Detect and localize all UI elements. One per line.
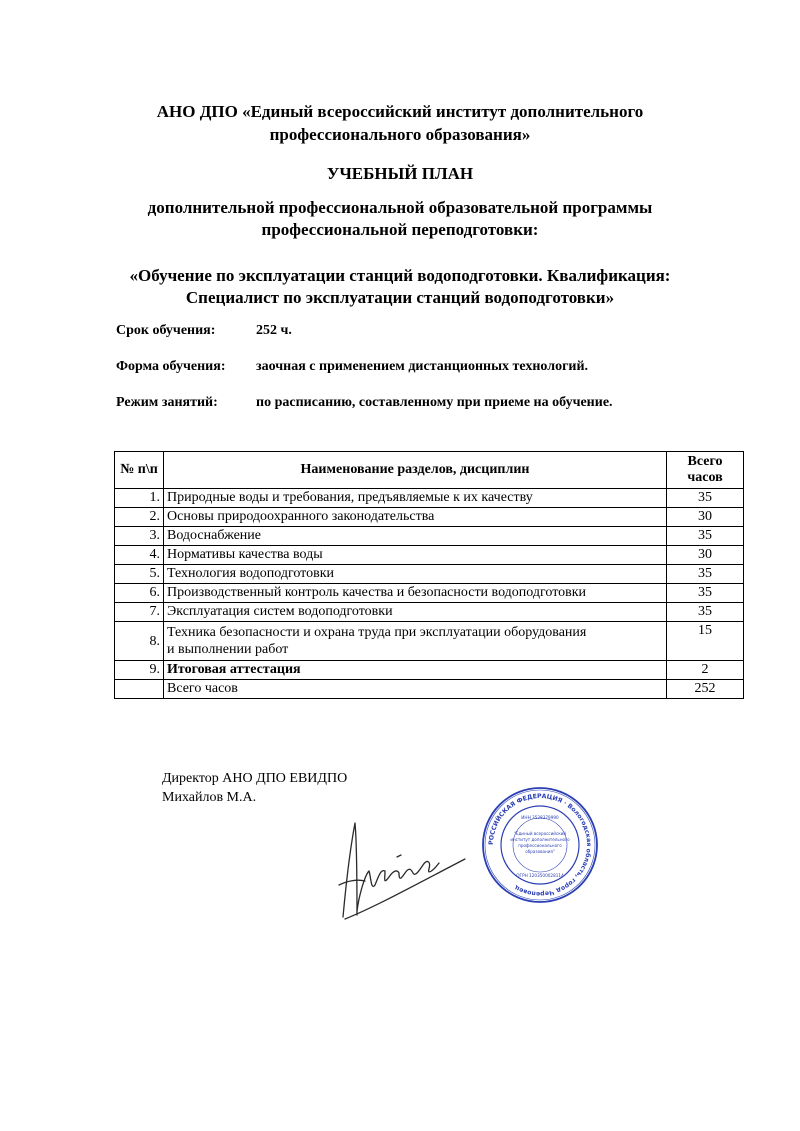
meta-term — [116, 323, 292, 339]
svg-text:профессионального: профессионального — [518, 843, 562, 848]
table-header-row — [115, 452, 744, 489]
total-num — [115, 680, 164, 699]
row-name: Основы природоохранного законодательства — [164, 508, 667, 527]
table-row — [115, 565, 744, 584]
plan-title: УЧЕБНЫЙ ПЛАН — [326, 164, 474, 183]
table-row — [115, 603, 744, 622]
table-row — [115, 527, 744, 546]
row-num: 9. — [115, 661, 164, 680]
signature-block — [162, 769, 347, 807]
seal-inn: ИНН 3528379990 — [521, 815, 559, 820]
table-row — [115, 546, 744, 565]
row-name: Техника безопасности и охрана труда при эксплуатации оборудования и выполнении работ — [164, 622, 667, 661]
table-row — [115, 584, 744, 603]
seal-ogrn: ОГРН 1203500028114 — [516, 873, 564, 878]
row-hours: 2 — [667, 661, 744, 680]
table-row — [115, 622, 744, 661]
header-num: № п\п — [115, 452, 164, 489]
svg-text:институт дополнительного: институт дополнительного — [510, 837, 570, 842]
curriculum-table — [114, 451, 744, 699]
meta-term-value: 252 ч. — [256, 323, 292, 338]
meta-mode — [116, 395, 613, 411]
program-name: «Обучение по эксплуатации станций водоподготовки. Квалификация: Специалист по эксплуатации станций водоподготовки» — [129, 266, 671, 307]
table-row — [115, 661, 744, 680]
row-name: Технология водоподготовки — [164, 565, 667, 584]
row-hours: 30 — [667, 546, 744, 565]
handwritten-signature — [335, 815, 470, 925]
official-seal — [480, 785, 600, 905]
meta-form — [116, 359, 588, 375]
total-hours: 252 — [667, 680, 744, 699]
row-hours: 35 — [667, 489, 744, 508]
row-num: 6. — [115, 584, 164, 603]
row-num: 8. — [115, 622, 164, 661]
row-hours: 35 — [667, 565, 744, 584]
row-hours: 15 — [667, 622, 744, 661]
row-num: 1. — [115, 489, 164, 508]
meta-form-value: заочная с применением дистанционных технологий. — [256, 359, 589, 374]
row-name: Итоговая аттестация — [164, 661, 667, 680]
organization-name: АНО ДПО «Единый всероссийский институт дополнительного профессионального образования» — [156, 102, 644, 144]
row-num: 2. — [115, 508, 164, 527]
row-hours: 35 — [667, 527, 744, 546]
row-name: Производственный контроль качества и безопасности водоподготовки — [164, 584, 667, 603]
row-name: Природные воды и требования, предъявляемые к их качеству — [164, 489, 667, 508]
seal-outer-text: РОССИЙСКАЯ ФЕДЕРАЦИЯ · Вологодская область, город Череповец — [487, 792, 593, 898]
row-hours: 30 — [667, 508, 744, 527]
row-name: Нормативы качества воды — [164, 546, 667, 565]
row-hours: 35 — [667, 603, 744, 622]
table-row — [115, 489, 744, 508]
svg-text:"Единый всероссийский: "Единый всероссийский — [514, 831, 566, 836]
row-name: Водоснабжение — [164, 527, 667, 546]
director-name: Михайлов М.А. — [162, 790, 257, 805]
meta-mode-label: Режим занятий: — [116, 395, 218, 410]
table-row — [115, 508, 744, 527]
svg-text:образования": образования" — [525, 849, 555, 854]
row-num: 3. — [115, 527, 164, 546]
row-num: 5. — [115, 565, 164, 584]
header-name: Наименование разделов, дисциплин — [164, 452, 667, 489]
table-total-row — [115, 680, 744, 699]
program-description: дополнительной профессиональной образовательной программы профессиональной переподготовки: — [147, 198, 653, 239]
meta-mode-value: по расписанию, составленному при приеме на обучение. — [256, 395, 613, 410]
row-name: Эксплуатация систем водоподготовки — [164, 603, 667, 622]
row-hours: 35 — [667, 584, 744, 603]
meta-form-label: Форма обучения: — [116, 359, 226, 374]
director-title: Директор АНО ДПО ЕВИДПО — [162, 771, 348, 786]
row-num: 4. — [115, 546, 164, 565]
header-hours: Всего часов — [667, 452, 744, 489]
row-num: 7. — [115, 603, 164, 622]
meta-term-label: Срок обучения: — [116, 323, 216, 338]
total-label: Всего часов — [164, 680, 667, 699]
